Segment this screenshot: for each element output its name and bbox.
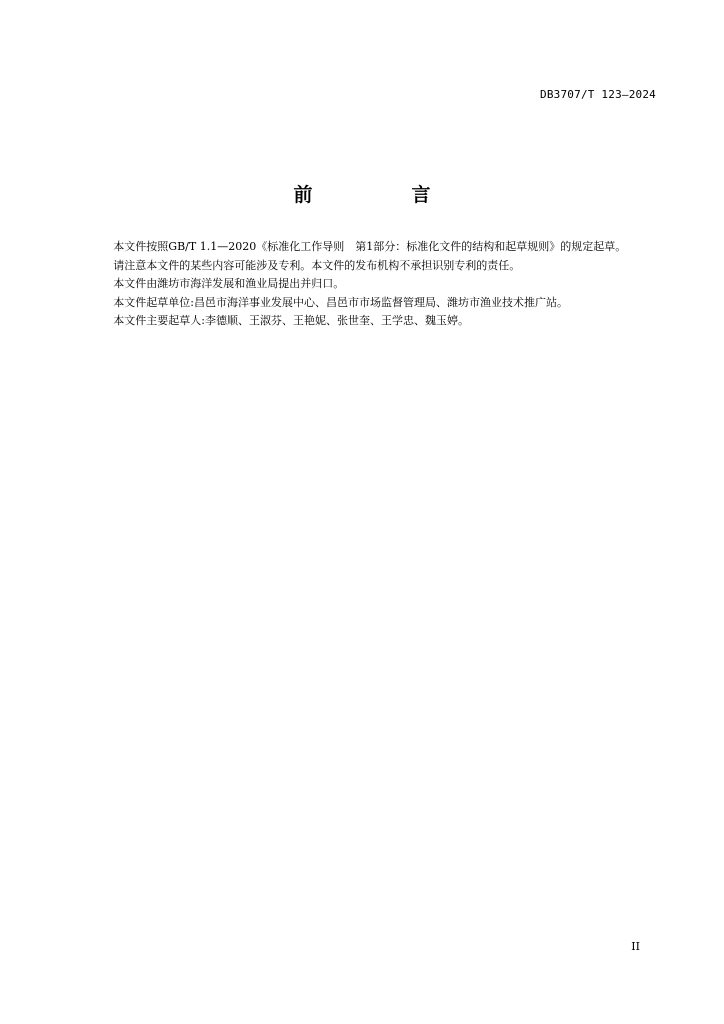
- document-code: DB3707/T 123—2024: [540, 88, 656, 101]
- paragraph-patent-notice: 请注意本文件的某些内容可能涉及专利。本文件的发布机构不承担识别专利的责任。: [113, 258, 521, 272]
- page-number: II: [631, 940, 640, 953]
- section-title: 前 言: [293, 184, 471, 206]
- foreword-body: [88, 238, 660, 331]
- paragraph-drafting-rules: 本文件按照GB/T 1.1—2020《标准化工作导则 第1部分：标准化文件的结构和起草规则》的规定起草。: [113, 240, 627, 253]
- paragraph-main-drafters: 本文件主要起草人:李德顺、王淑芬、王艳妮、张世奎、王学忠、魏玉婷。: [113, 314, 470, 327]
- paragraph-proposer: 本文件由潍坊市海洋发展和渔业局提出并归口。: [113, 277, 345, 290]
- paragraph-drafting-units: 本文件起草单位:昌邑市海洋事业发展中心、昌邑市市场监督管理局、潍坊市渔业技术推广站。: [113, 295, 568, 309]
